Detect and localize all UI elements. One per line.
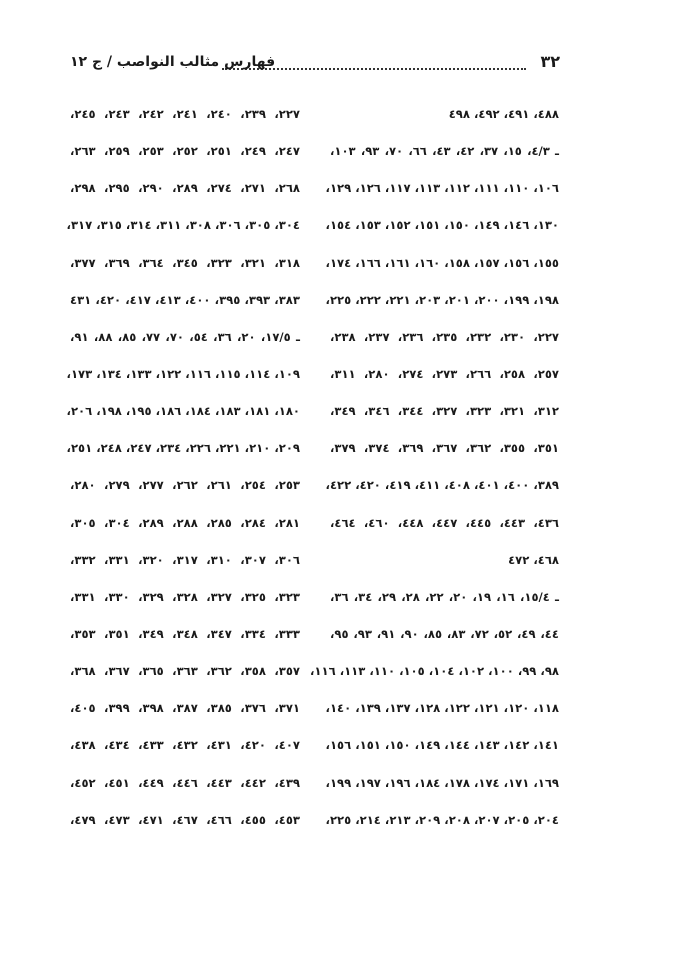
index-line: ١٥٥، ١٥٦، ١٥٧، ١٥٨، ١٦٠، ١٦١، ١٦٦، ١٧٤، [325, 255, 559, 270]
index-line: ١٣٠، ١٤٦، ١٤٩، ١٥٠، ١٥١، ١٥٢، ١٥٣، ١٥٤، [325, 218, 559, 233]
index-line: ٢٢٧، ٢٣٠، ٢٣٢، ٢٣٥، ٢٣٦، ٢٣٧، ٢٣٨، [330, 329, 559, 344]
index-line: ٢٠٩، ٢١٠، ٢٢١، ٢٢٦، ٢٣٤، ٢٤٧، ٢٤٨، ٢٥١، [66, 441, 300, 456]
index-line: ـ ٤/٣، ١٥، ٣٧، ٤٢، ٤٣، ٦٦، ٧٠، ٩٣، ١٠٣، [330, 144, 560, 159]
running-title: فهارس مثالب النواصب / ج ١٢ [70, 54, 276, 70]
index-line: ١٠٦، ١١٠، ١١١، ١١٢، ١١٣، ١١٧، ١٢٦، ١٢٩، [325, 181, 559, 196]
index-line: ٣٢٣، ٣٢٥، ٣٢٧، ٣٢٨، ٣٢٩، ٣٣٠، ٣٣١، [70, 589, 301, 604]
index-line: ٣١٢، ٣٢١، ٣٢٣، ٣٢٧، ٣٤٤، ٣٤٦، ٣٤٩، [330, 404, 559, 419]
index-line: ٢٥٧، ٢٥٨، ٢٦٦، ٢٧٣، ٢٧٤، ٢٨٠، ٣١١، [330, 366, 559, 381]
page-number: ٣٢ [540, 52, 560, 71]
index-line: ١٦٩، ١٧١، ١٧٤، ١٧٨، ١٨٤، ١٩٦، ١٩٧، ١٩٩، [325, 775, 559, 790]
index-line: ٢٢٧، ٢٣٩، ٢٤٠، ٢٤١، ٢٤٢، ٢٤٣، ٢٤٥، [70, 107, 301, 121]
index-line: ٣١٨، ٣٢١، ٣٢٣، ٣٤٥، ٣٦٤، ٣٦٩، ٣٧٧، [70, 255, 301, 270]
index-line: ٣٥١، ٣٥٥، ٣٦٢، ٣٦٧، ٣٦٩، ٣٧٤، ٣٧٩، [330, 441, 559, 456]
index-line: ٣٨٩، ٤٠٠، ٤٠١، ٤٠٨، ٤١١، ٤١٩، ٤٢٠، ٤٢٢، [325, 478, 559, 493]
index-line: ٤٣٦، ٤٤٣، ٤٤٥، ٤٤٧، ٤٤٨، ٤٦٠، ٤٦٤، [330, 515, 559, 530]
index-line: ١١٨، ١٢٠، ١٢١، ١٢٢، ١٢٨، ١٣٧، ١٣٩، ١٤٠، [325, 701, 559, 716]
index-line: ١٩٨، ١٩٩، ٢٠٠، ٢٠١، ٢٠٣، ٢٢١، ٢٢٢، ٢٢٥، [325, 292, 559, 307]
index-line: ٣٣٣، ٣٣٤، ٣٤٧، ٣٤٨، ٣٤٩، ٣٥١، ٣٥٣، [70, 626, 301, 641]
index-line: ٢٨١، ٢٨٤، ٢٨٥، ٢٨٨، ٢٨٩، ٣٠٤، ٣٠٥، [70, 515, 301, 530]
index-line: ٤٤، ٤٩، ٥٢، ٧٢، ٨٣، ٨٥، ٩٠، ٩١، ٩٣، ٩٥، [330, 626, 559, 641]
index-column-left [66, 103, 301, 846]
index-line: ٢٠٤، ٢٠٥، ٢٠٧، ٢٠٨، ٢٠٩، ٢١٣، ٢١٤، ٢٢٥، [325, 812, 559, 827]
index-line: ـ ١٥/٤، ١٦، ١٩، ٢٠، ٢٢، ٢٨، ٢٩، ٣٤، ٣٦، [330, 589, 560, 604]
index-line: ٣٠٤، ٣٠٥، ٣٠٦، ٣٠٨، ٣١١، ٣١٤، ٣١٥، ٣١٧، [66, 218, 300, 233]
index-column-right [310, 103, 560, 846]
index-line: ٢٥٣، ٢٥٤، ٢٦١، ٢٦٢، ٢٧٧، ٢٧٩، ٢٨٠، [70, 478, 301, 493]
index-line: ـ ١٧/٥، ٢٠، ٣٦، ٥٤، ٧٠، ٧٧، ٨٥، ٨٨، ٩١، [70, 329, 300, 344]
index-line: ١٨٠، ١٨١، ١٨٣، ١٨٤، ١٨٦، ١٩٥، ١٩٨، ٢٠٦، [66, 404, 300, 419]
index-line: ١٤١، ١٤٢، ١٤٣، ١٤٤، ١٤٩، ١٥٠، ١٥١، ١٥٦، [325, 738, 559, 753]
index-line: ٩٨، ٩٩، ١٠٠، ١٠٢، ١٠٤، ١٠٥، ١١٠، ١١٣، ١١٦، [310, 664, 559, 679]
index-line: ٤٦٨، ٤٧٢ [508, 552, 559, 567]
index-line: ٣٠٦، ٣٠٧، ٣١٠، ٣١٧، ٣٢٠، ٣٣١، ٣٣٢، [70, 552, 301, 567]
index-line: ٤٣٩، ٤٤٢، ٤٤٣، ٤٤٦، ٤٤٩، ٤٥١، ٤٥٢، [70, 775, 301, 790]
index-line: ٤٠٧، ٤٢٠، ٤٣١، ٤٣٢، ٤٣٣، ٤٣٤، ٤٣٨، [70, 738, 301, 753]
index-line: ٢٤٧، ٢٤٩، ٢٥١، ٢٥٢، ٢٥٣، ٢٥٩، ٢٦٣، [70, 144, 301, 159]
index-line: ٣٥٧، ٣٥٨، ٣٦٢، ٣٦٣، ٣٦٥، ٣٦٧، ٣٦٨، [70, 664, 301, 679]
index-line: ٤٥٣، ٤٥٥، ٤٦٦، ٤٦٧، ٤٧١، ٤٧٣، ٤٧٩، [70, 812, 301, 827]
page-header [70, 52, 560, 78]
index-line: ١٠٩، ١١٤، ١١٥، ١١٦، ١٢٢، ١٣٣، ١٣٤، ١٧٣، [66, 366, 300, 381]
index-line: ٣٧١، ٣٧٦، ٣٨٥، ٣٨٧، ٣٩٨، ٣٩٩، ٤٠٥، [70, 701, 301, 716]
index-line: ٤٨٨، ٤٩١، ٤٩٢، ٤٩٨ [448, 107, 559, 121]
index-line: ٢٦٨، ٢٧١، ٢٧٤، ٢٨٩، ٢٩٠، ٢٩٥، ٢٩٨، [70, 181, 301, 196]
index-line: ٣٨٣، ٣٩٣، ٣٩٥، ٤٠٠، ٤١٣، ٤١٧، ٤٢٠، ٤٣١ [70, 292, 300, 307]
